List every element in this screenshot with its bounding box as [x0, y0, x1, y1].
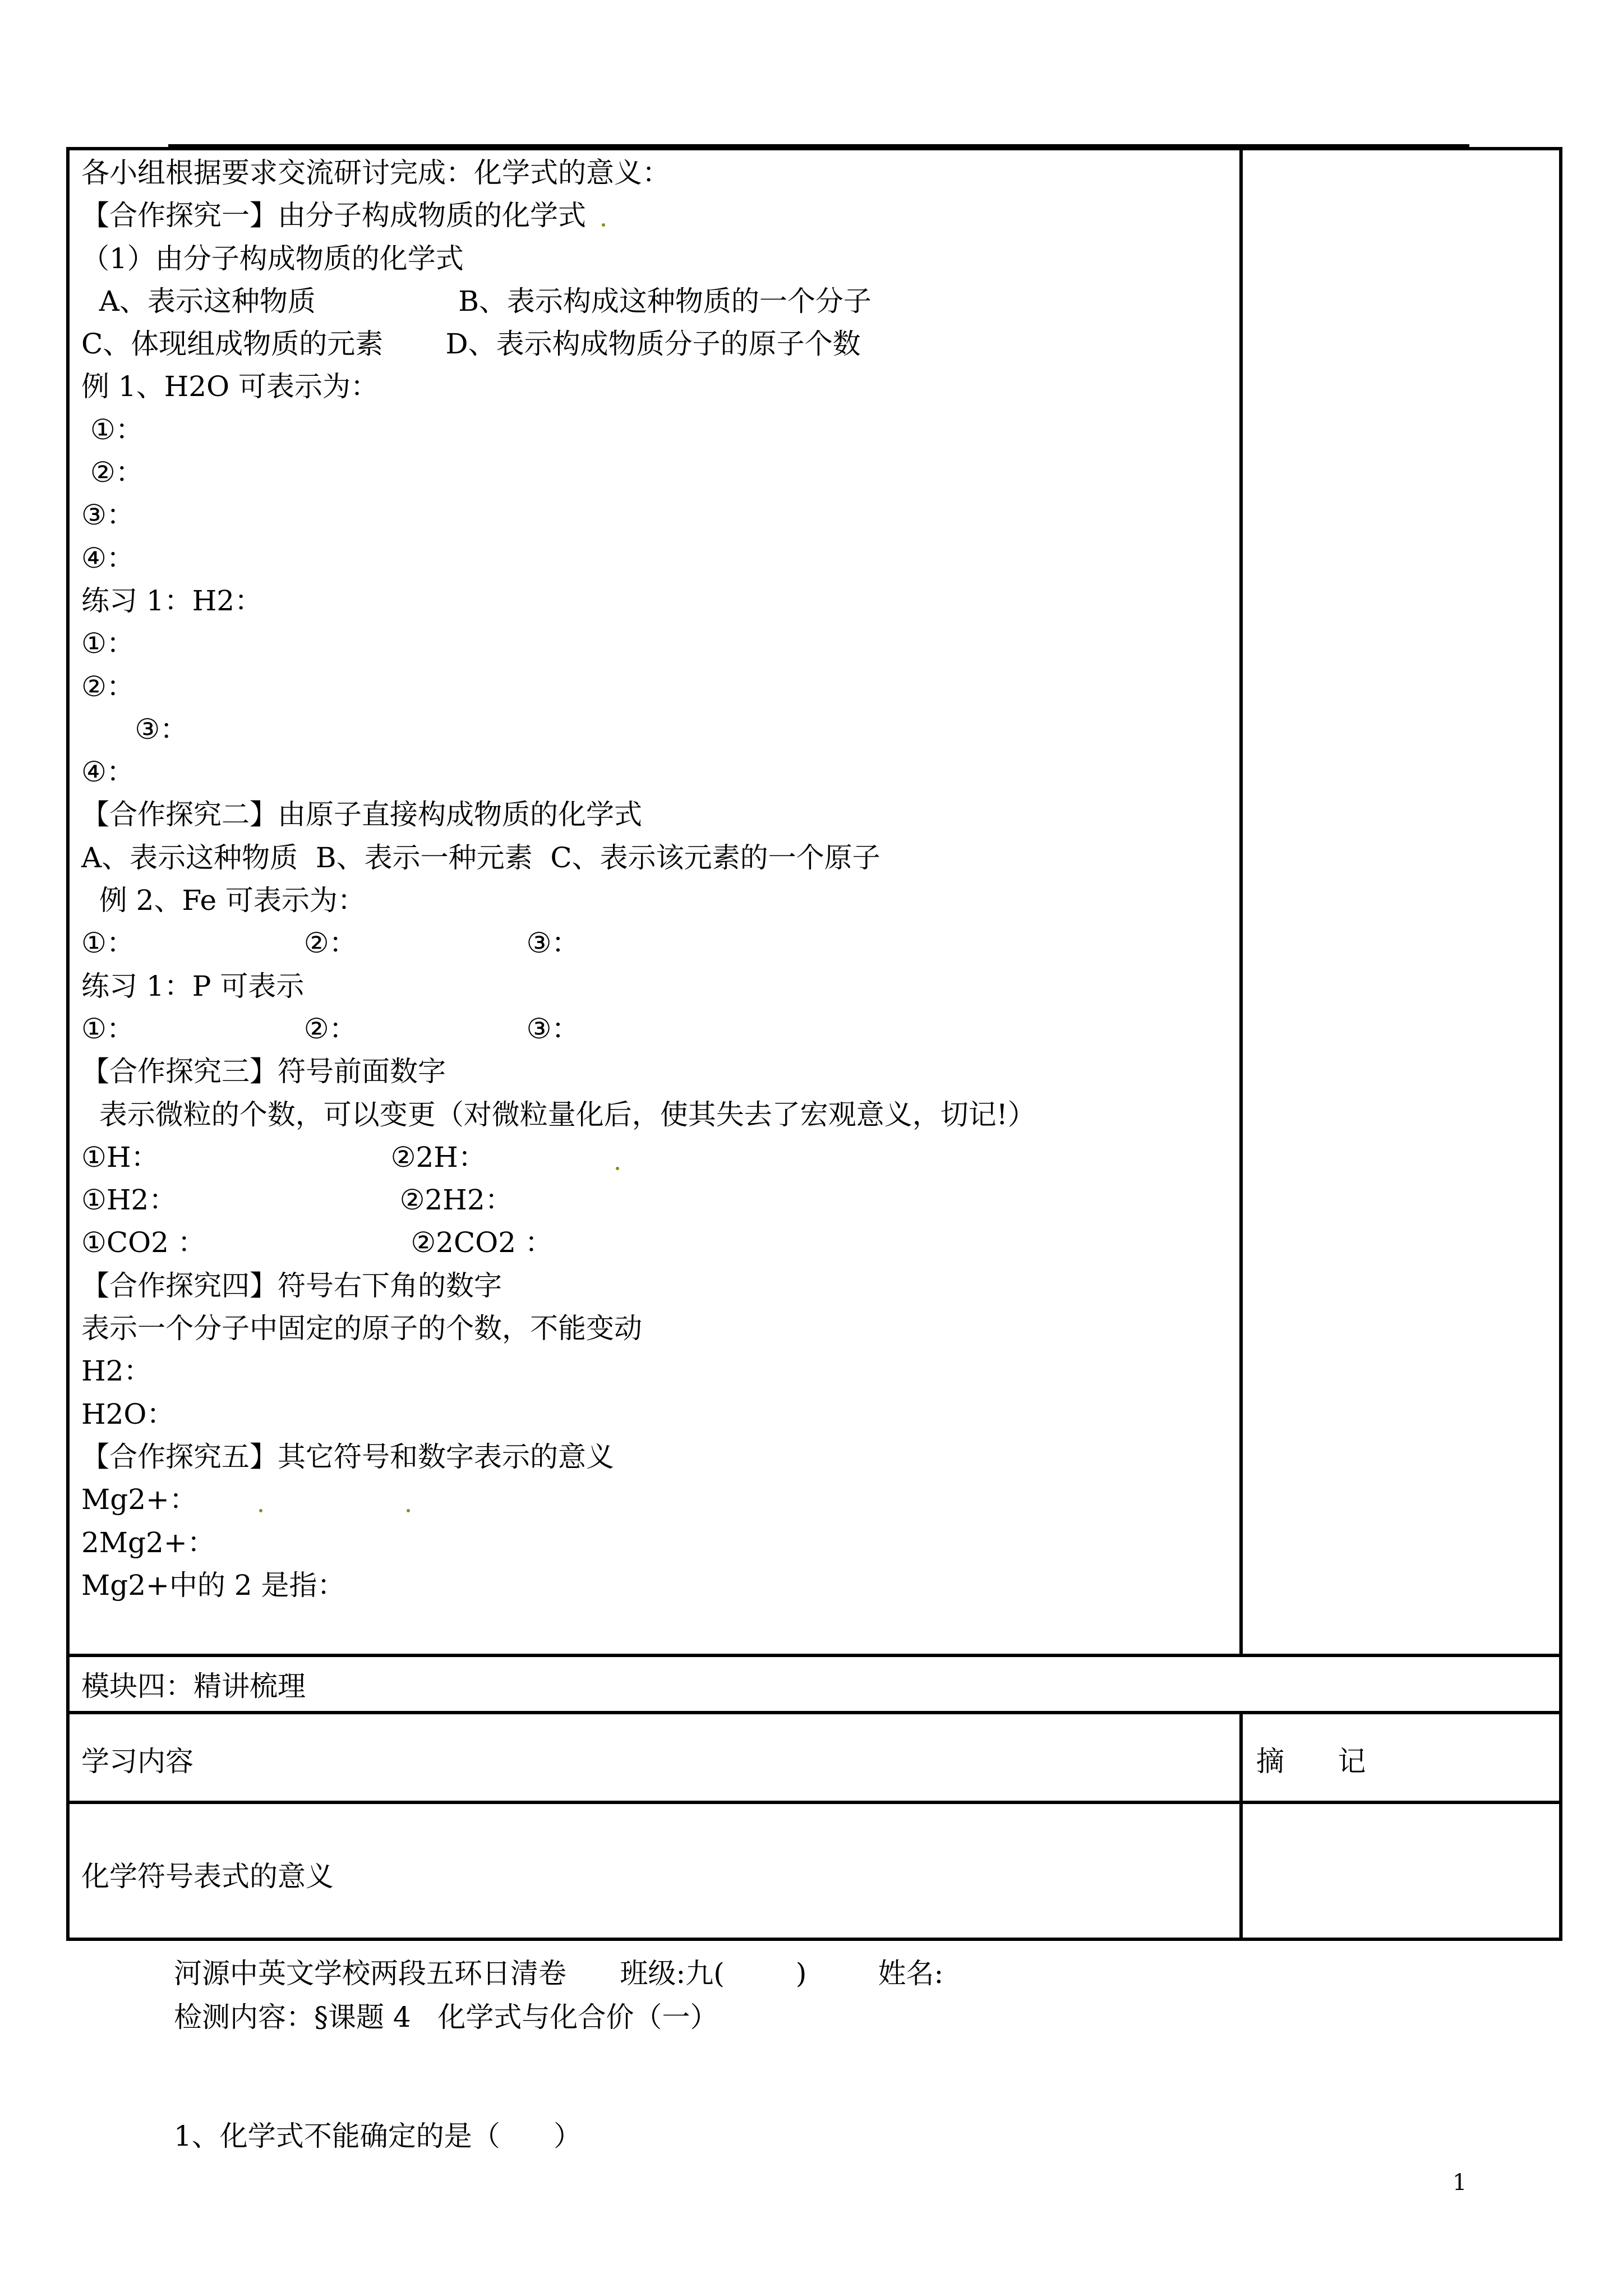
stray-mark — [602, 223, 605, 227]
text-line: ④： — [81, 541, 135, 574]
text-line: 【合作探究三】符号前面数字 — [81, 1055, 446, 1088]
column-header-content: 学习内容 — [81, 1745, 193, 1778]
text-line: Mg2+： — [81, 1483, 197, 1516]
text-line: A、表示这种物质 B、表示一种元素 C、表示该元素的一个原子 — [81, 841, 880, 874]
text-line: 练习 1：P 可表示 — [81, 969, 305, 1002]
column-divider-lower — [1239, 1711, 1243, 1941]
text-line: 例 1、H2O 可表示为： — [81, 370, 379, 403]
stray-mark — [259, 1509, 262, 1512]
text-line: ①： ②： ③： — [81, 927, 580, 960]
text-line: ①： — [81, 627, 135, 660]
text-line: 例 2、Fe 可表示为： — [81, 884, 366, 917]
text-line: H2O： — [81, 1397, 175, 1430]
row-divider-1 — [66, 1654, 1562, 1657]
text-line: （1）由分子构成物质的化学式 — [81, 242, 464, 275]
text-line: H2： — [81, 1355, 152, 1388]
text-line: ①H2： ②2H2： — [81, 1184, 513, 1217]
text-line: ③： — [81, 712, 188, 746]
main-content — [81, 151, 1225, 1607]
module-title: 模块四：精讲梳理 — [81, 1670, 306, 1703]
text-line: A、表示这种物质 B、表示构成这种物质的一个分子 — [81, 284, 872, 318]
row-divider-3 — [66, 1801, 1562, 1804]
text-line: ①： ②： ③： — [81, 1012, 580, 1045]
text-line: C、体现组成物质的元素 D、表示构成物质分子的原子个数 — [81, 328, 861, 361]
text-line: 【合作探究二】由原子直接构成物质的化学式 — [81, 798, 642, 831]
text-line: ①H： ②2H： — [81, 1140, 486, 1174]
text-line: ①CO2 ： ②2CO2 ： — [81, 1226, 553, 1259]
content-topic: 化学符号表式的意义 — [81, 1860, 334, 1893]
text-line: 【合作探究四】符号右下角的数字 — [81, 1269, 502, 1302]
text-line: 练习 1：H2： — [81, 584, 263, 617]
text-line: Mg2+中的 2 是指： — [81, 1568, 345, 1602]
quiz-header: 河源中英文学校两段五环日清卷 班级:九( ) 姓名: — [174, 1957, 944, 1990]
column-divider-upper — [1239, 147, 1243, 1657]
column-header-notes: 摘 记 — [1256, 1745, 1366, 1778]
text-line: 表示一个分子中固定的原子的个数，不能变动 — [81, 1312, 642, 1345]
text-line: ②： — [81, 456, 144, 489]
page-number: 1 — [1453, 2170, 1467, 2196]
text-line: 表示微粒的个数，可以变更（对微粒量化后，使其失去了宏观意义，切记!） — [81, 1098, 1036, 1131]
text-line: 2Mg2+： — [81, 1526, 215, 1559]
text-line: 各小组根据要求交流研讨完成：化学式的意义： — [81, 157, 670, 189]
quiz-topic: 检测内容：§课题 4 化学式与化合价（一） — [174, 2001, 718, 2033]
question-1: 1、化学式不能确定的是（ ） — [174, 2120, 582, 2152]
text-line: ③： — [81, 499, 135, 532]
stray-mark — [407, 1509, 410, 1512]
text-line: ①： — [81, 413, 144, 446]
row-divider-2 — [66, 1711, 1562, 1714]
text-line: 【合作探究一】由分子构成物质的化学式 — [81, 199, 586, 232]
text-line: ②： — [81, 670, 135, 703]
text-line: ④： — [81, 756, 135, 789]
stray-mark — [616, 1167, 619, 1170]
text-line: 【合作探究五】其它符号和数字表示的意义 — [81, 1440, 614, 1473]
